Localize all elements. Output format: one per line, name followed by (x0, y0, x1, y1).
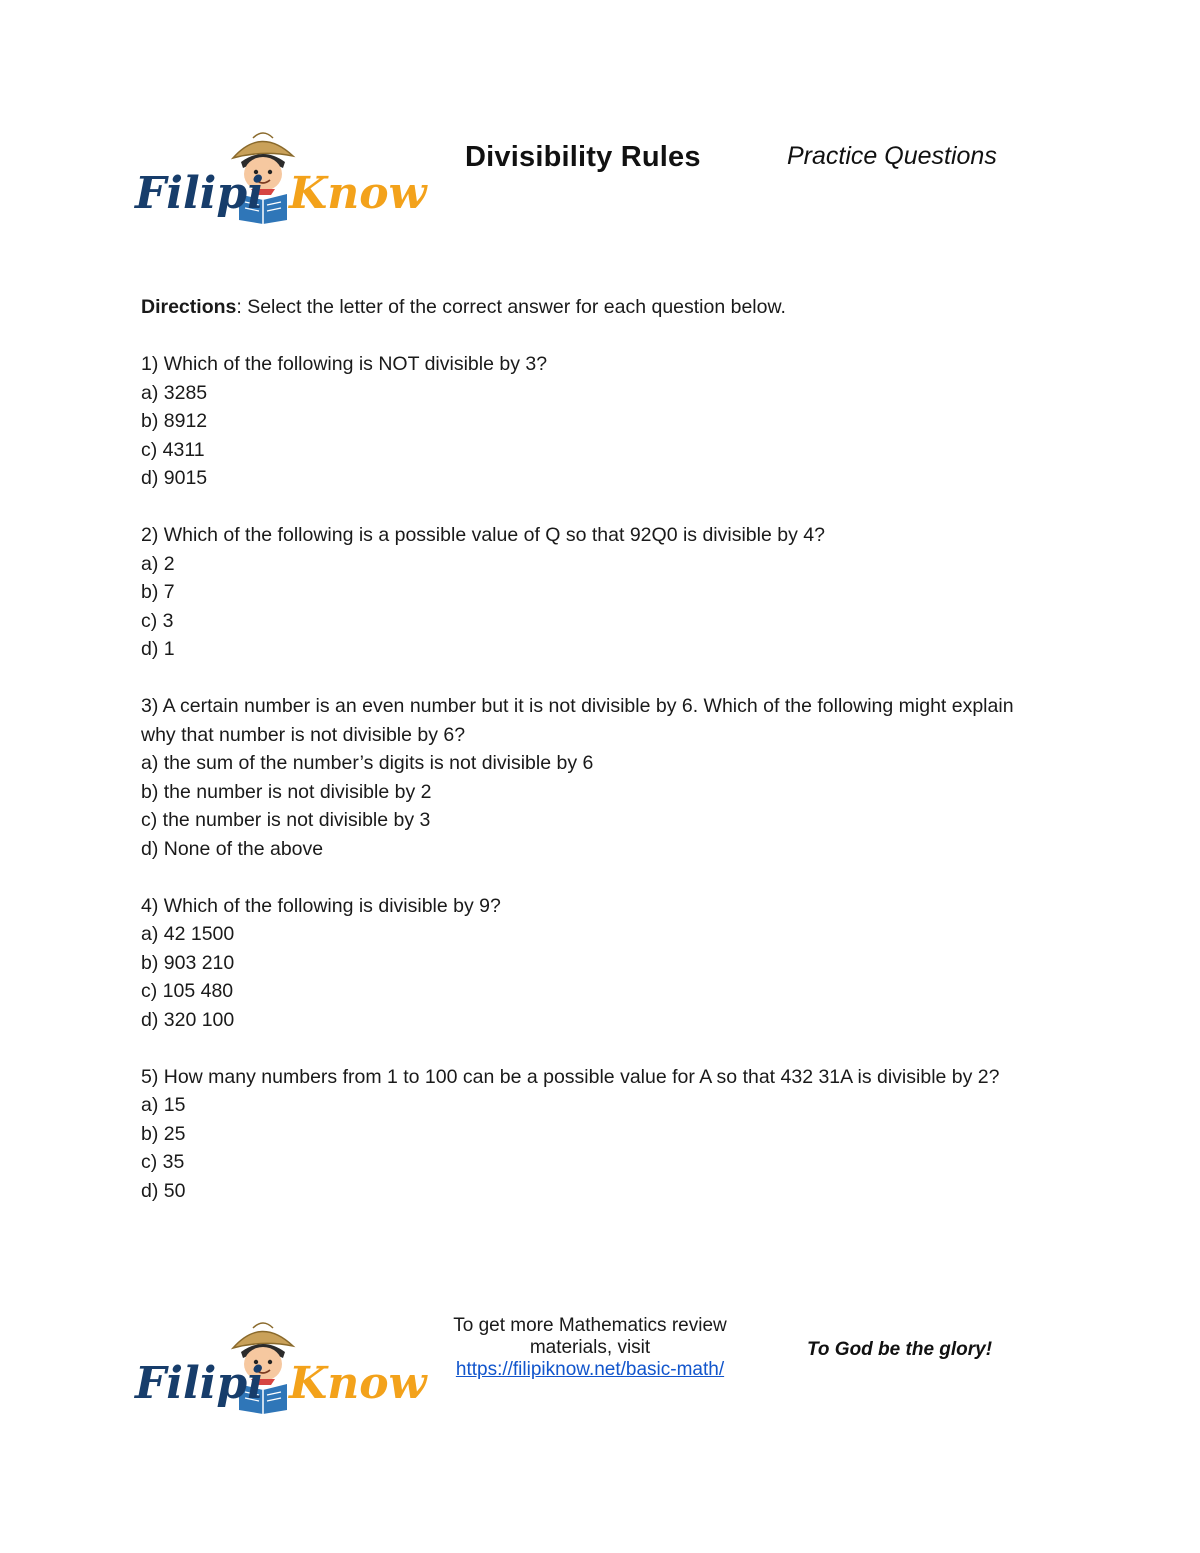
footer-text-line1: To get more Mathematics review (453, 1315, 727, 1336)
answer-option: c) 105 480 (141, 980, 234, 1002)
footer-glory: To God be the glory! (807, 1339, 993, 1360)
question-2 (141, 521, 1041, 664)
logo-text-filipi: Filipi (135, 168, 264, 219)
directions (141, 293, 1041, 322)
answer-option: b) 7 (141, 581, 175, 603)
question-text: 4) Which of the following is divisible by 9? (141, 894, 501, 917)
answer-option: b) 25 (141, 1122, 186, 1145)
answer-option: c) 3 (141, 609, 174, 632)
answer-option: b) the number is not divisible by 2 (141, 780, 432, 803)
logo-text-filipi: Filipi (135, 1358, 264, 1409)
question-text: 5) How many numbers from 1 to 100 can be a possible value for A so that 432 31A is divisible by 2? (141, 1065, 1000, 1088)
answer-option: d) 320 100 (141, 1008, 235, 1031)
filipiknow-logo (133, 124, 427, 224)
answer-option: c) 4311 (141, 438, 205, 461)
question-3 (141, 692, 1041, 863)
logo-text-know: Know (289, 1358, 427, 1409)
answer-option: c) 35 (141, 1151, 185, 1173)
question-text: 2) Which of the following is a possible value of Q so that 92Q0 is divisible by 4? (141, 524, 825, 546)
page-title: Divisibility Rules (465, 141, 701, 173)
logo-text-know: Know (289, 168, 427, 219)
footer-promo (430, 1315, 750, 1381)
question-text: 3) A certain number is an even number but it is not divisible by 6. Which of the following might explain why that number is not divisible by 6? (141, 695, 1014, 746)
answer-option: d) 1 (141, 638, 175, 660)
answer-option: a) 3285 (141, 381, 208, 404)
filipiknow-logo-footer (133, 1314, 427, 1414)
answer-option: d) 9015 (141, 467, 208, 489)
worksheet-content (141, 293, 1041, 1234)
question-5 (141, 1063, 1041, 1206)
answer-option: d) 50 (141, 1179, 186, 1202)
directions-label: Directions (141, 296, 237, 318)
answer-option: a) 15 (141, 1094, 186, 1116)
answer-option: a) 2 (141, 552, 175, 575)
answer-option: d) None of the above (141, 837, 324, 860)
answer-option: b) 903 210 (141, 951, 235, 974)
footer-link[interactable]: https://filipiknow.net/basic-math/ (455, 1359, 725, 1380)
answer-option: a) 42 1500 (141, 923, 235, 945)
question-text: 1) Which of the following is NOT divisible by 3? (141, 353, 548, 375)
page-subtitle: Practice Questions (787, 142, 997, 170)
answer-option: c) the number is not divisible by 3 (141, 809, 431, 831)
footer-text-line2: materials, visit (529, 1337, 651, 1358)
question-1 (141, 350, 1041, 493)
answer-option: a) the sum of the number’s digits is not divisible by 6 (141, 752, 594, 774)
directions-text: : Select the letter of the correct answer for each question below. (236, 296, 786, 318)
question-4 (141, 892, 1041, 1035)
answer-option: b) 8912 (141, 410, 208, 432)
